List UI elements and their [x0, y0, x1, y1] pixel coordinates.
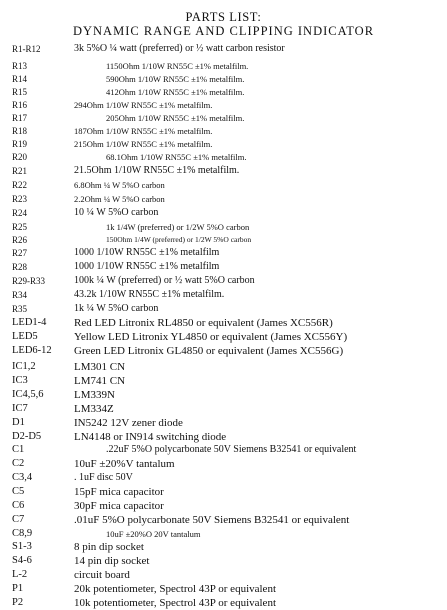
part-description: 2.2Ohm ¼ W 5%O carbon — [74, 194, 165, 204]
part-reference: C8,9 — [12, 528, 33, 539]
part-row — [0, 568, 447, 582]
part-description: 30pF mica capacitor — [74, 500, 164, 512]
part-row — [0, 540, 447, 554]
part-description: circuit board — [74, 569, 130, 581]
part-row — [0, 471, 447, 485]
part-row — [0, 85, 447, 99]
part-row — [0, 164, 447, 178]
part-row — [0, 360, 447, 374]
part-reference: C1 — [12, 444, 25, 455]
part-reference: C6 — [12, 500, 25, 511]
part-reference: P1 — [12, 583, 24, 594]
part-reference: R35 — [12, 304, 28, 314]
part-row — [0, 124, 447, 138]
part-row — [0, 233, 447, 247]
part-description: 1k 1/4W (preferred) or 1/2W 5%O carbon — [106, 222, 250, 232]
part-row — [0, 72, 447, 86]
part-description: 294Ohm 1/10W RN55C ±1% metalfilm. — [74, 100, 213, 110]
part-description: 6.8Ohm ¼ W 5%O carbon — [74, 180, 165, 190]
part-description: 15pF mica capacitor — [74, 486, 164, 498]
part-row — [0, 388, 447, 402]
part-row — [0, 260, 447, 274]
part-reference: S1-3 — [12, 541, 32, 552]
part-reference: LED5 — [12, 331, 38, 342]
part-reference: R25 — [12, 222, 28, 232]
part-reference: R17 — [12, 113, 28, 123]
part-reference: R21 — [12, 166, 28, 176]
part-description: . 1uF disc 50V — [74, 472, 133, 483]
part-row — [0, 316, 447, 330]
part-row — [0, 499, 447, 513]
part-description: 150Ohm 1/4W (preferred) or 1/2W 5%O carbon — [106, 235, 252, 244]
part-reference: IC1,2 — [12, 361, 36, 372]
part-reference: R26 — [12, 235, 28, 245]
part-row — [0, 330, 447, 344]
part-description: 412Ohm 1/10W RN55C ±1% metalfilm. — [106, 87, 245, 97]
part-row — [0, 554, 447, 568]
part-row — [0, 111, 447, 125]
part-row — [0, 288, 447, 302]
part-description: 1000 1/10W RN55C ±1% metalfilm — [74, 261, 220, 272]
part-description: 10k potentiometer, Spectrol 43P or equivalent — [74, 597, 276, 609]
part-row — [0, 344, 447, 358]
part-reference: R13 — [12, 61, 28, 71]
part-description: LM301 CN — [74, 361, 126, 373]
part-reference: R19 — [12, 139, 28, 149]
part-reference: R24 — [12, 208, 28, 218]
part-reference: C7 — [12, 514, 25, 525]
part-description: 3k 5%O ¼ watt (preferred) or ½ watt carbon resistor — [74, 43, 285, 54]
part-description: Yellow LED Litronix YL4850 or equivalent (James XC556Y) — [74, 331, 348, 343]
part-reference: C3,4 — [12, 472, 33, 483]
part-description: IN5242 12V zener diode — [74, 417, 183, 429]
part-row — [0, 220, 447, 234]
part-description: 205Ohm 1/10W RN55C ±1% metalfilm. — [106, 113, 245, 123]
part-description: LM339N — [74, 389, 115, 401]
part-reference: P2 — [12, 597, 24, 608]
part-row — [0, 98, 447, 112]
part-description: .01uF 5%O polycarbonate 50V Siemens B32541 or equivalent — [74, 514, 350, 526]
part-reference: C2 — [12, 458, 25, 469]
part-description: Red LED Litronix RL4850 or equivalent (James XC556R) — [74, 317, 333, 329]
part-description: 10uF ±20%V tantalum — [74, 458, 175, 470]
part-reference: R34 — [12, 290, 28, 300]
part-description: 10 ¼ W 5%O carbon — [74, 207, 159, 218]
part-reference: D1 — [12, 417, 25, 428]
part-description: 1150Ohm 1/10W RN55C ±1% metalfilm. — [106, 61, 249, 71]
part-description: LM741 CN — [74, 375, 126, 387]
part-reference: R20 — [12, 152, 28, 162]
part-reference: S4-6 — [12, 555, 32, 566]
page-subtitle: DYNAMIC RANGE AND CLIPPING INDICATOR — [72, 24, 375, 38]
part-reference: IC4,5,6 — [12, 389, 44, 400]
part-row — [0, 527, 447, 541]
part-row — [0, 206, 447, 220]
part-row — [0, 59, 447, 73]
part-reference: R29-R33 — [12, 276, 46, 286]
part-reference: R18 — [12, 126, 28, 136]
part-description: 590Ohm 1/10W RN55C ±1% metalfilm. — [106, 74, 245, 84]
part-reference: R27 — [12, 248, 28, 258]
part-row — [0, 150, 447, 164]
part-description: 1000 1/10W RN55C ±1% metalfilm — [74, 247, 220, 258]
part-row — [0, 513, 447, 527]
part-reference: C5 — [12, 486, 25, 497]
part-reference: R14 — [12, 74, 28, 84]
part-reference: R22 — [12, 180, 28, 190]
part-reference: R15 — [12, 87, 28, 97]
part-reference: IC3 — [12, 375, 28, 386]
part-row — [0, 457, 447, 471]
part-row — [0, 302, 447, 316]
part-row — [0, 430, 447, 444]
part-description: 68.1Ohm 1/10W RN55C ±1% metalfilm. — [106, 152, 247, 162]
part-reference: LED1-4 — [12, 317, 47, 328]
part-description: 14 pin dip socket — [74, 555, 150, 567]
part-reference: R28 — [12, 262, 28, 272]
part-row — [0, 274, 447, 288]
part-description: 21.5Ohm 1/10W RN55C ±1% metalfilm. — [74, 165, 240, 176]
part-row — [0, 192, 447, 206]
part-reference: D2-D5 — [12, 431, 42, 442]
page-title: PARTS LIST: — [185, 10, 262, 24]
part-row — [0, 246, 447, 260]
part-row — [0, 402, 447, 416]
part-description: 20k potentiometer, Spectrol 43P or equivalent — [74, 583, 276, 595]
part-description: 1k ¼ W 5%O carbon — [74, 303, 159, 314]
part-description: .22uF 5%O polycarbonate 50V Siemens B32541 or equivalent — [106, 444, 357, 455]
part-reference: IC7 — [12, 403, 28, 414]
part-description: 215Ohm 1/10W RN55C ±1% metalfilm. — [74, 139, 213, 149]
part-description: 8 pin dip socket — [74, 541, 144, 553]
part-reference: LED6-12 — [12, 345, 52, 356]
part-description: 43.2k 1/10W RN55C ±1% metalfilm. — [74, 289, 225, 300]
part-description: 10uF ±20%O 20V tantalum — [106, 529, 201, 539]
part-description: 100k ¼ W (preferred) or ½ watt 5%O carbon — [74, 275, 255, 286]
part-reference: L-2 — [12, 569, 28, 580]
part-reference: R16 — [12, 100, 28, 110]
part-row — [0, 137, 447, 151]
part-row — [0, 596, 447, 610]
part-row — [0, 443, 447, 457]
part-row — [0, 374, 447, 388]
part-row — [0, 42, 447, 56]
part-row — [0, 178, 447, 192]
part-row — [0, 485, 447, 499]
part-description: LN4148 or IN914 switching diode — [74, 431, 227, 443]
part-description: 187Ohm 1/10W RN55C ±1% metalfilm. — [74, 126, 213, 136]
part-reference: R23 — [12, 194, 28, 204]
part-reference: R1-R12 — [12, 44, 41, 54]
part-row — [0, 582, 447, 596]
part-description: LM334Z — [74, 403, 114, 415]
part-description: Green LED Litronix GL4850 or equivalent (James XC556G) — [74, 345, 344, 357]
part-row — [0, 416, 447, 430]
